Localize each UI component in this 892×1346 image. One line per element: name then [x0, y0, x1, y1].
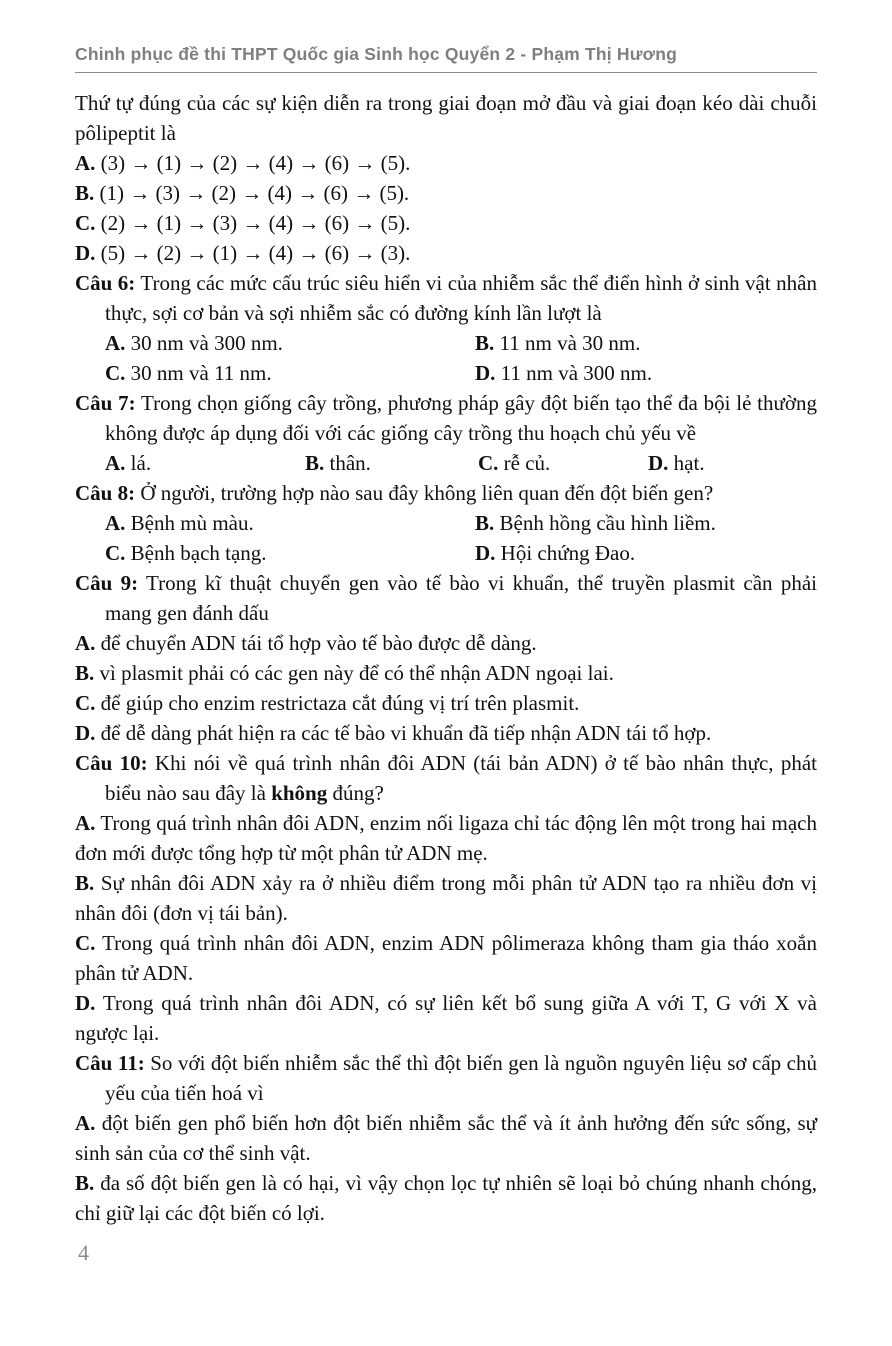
option-text: để giúp cho enzim restrictaza cắt đúng vị trí trên plasmit. — [100, 691, 580, 715]
question-text — [75, 388, 817, 448]
option-text: (2) → (1) → (3) → (4) → (6) → (5). — [100, 211, 411, 235]
option — [478, 448, 648, 478]
option — [75, 808, 817, 868]
page-content — [75, 88, 817, 1228]
option — [75, 868, 817, 928]
option — [105, 328, 475, 358]
option-text: (3) → (1) → (2) → (4) → (6) → (5). — [100, 151, 411, 175]
question-body: Trong kĩ thuật chuyển gen vào tế bào vi khuẩn, thể truyền plasmit cần phải mang gen đánh dấu — [105, 571, 817, 625]
option — [75, 1108, 817, 1168]
intro-paragraph: Thứ tự đúng của các sự kiện diễn ra trong giai đoạn mở đầu và giai đoạn kéo dài chuỗi pôlipeptit là — [75, 91, 817, 145]
option-letter: C. — [478, 451, 499, 475]
option-letter: D. — [475, 541, 496, 565]
option-letter: C. — [75, 211, 96, 235]
option — [475, 538, 817, 568]
option — [475, 358, 817, 388]
question-label: Câu 8: — [75, 481, 136, 505]
question-body: So với đột biến nhiễm sắc thể thì đột biến gen là nguồn nguyên liệu sơ cấp chủ yếu của tiến hoá vì — [105, 1051, 817, 1105]
option-text: thân. — [329, 451, 371, 475]
option — [105, 538, 475, 568]
option-letter: C. — [105, 361, 126, 385]
option-letter: A. — [75, 811, 96, 835]
option-text: để dễ dàng phát hiện ra các tế bào vi khuẩn đã tiếp nhận ADN tái tổ hợp. — [100, 721, 712, 745]
option-letter: A. — [105, 331, 126, 355]
option-text: 11 nm và 30 nm. — [499, 331, 641, 355]
option — [75, 988, 817, 1048]
option-text: hạt. — [673, 451, 705, 475]
question-text — [75, 478, 817, 508]
option-letter: A. — [105, 451, 126, 475]
options — [105, 328, 817, 388]
option-letter: A. — [105, 511, 126, 535]
option-text: Sự nhân đôi ADN xảy ra ở nhiều điểm trong mỗi phân tử ADN tạo ra nhiều đơn vị nhân đôi (đơn vị tái bản). — [75, 871, 818, 925]
option-text: (5) → (2) → (1) → (4) → (6) → (3). — [100, 241, 411, 265]
question-11 — [75, 1048, 817, 1228]
question-body-post: đúng? — [332, 781, 384, 805]
intro-option-d — [75, 238, 817, 268]
intro-option-a — [75, 148, 817, 178]
page-number: 4 — [78, 1240, 89, 1265]
question-body: Trong chọn giống cây trồng, phương pháp gây đột biến tạo thể đa bội lẻ thường không được áp dụng đối với các giống cây trồng thu hoạch chủ yếu về — [105, 391, 817, 445]
header-title: Chinh phục đề thi THPT Quốc gia Sinh học Quyển 2 - Phạm Thị Hương — [75, 44, 678, 64]
question-label: Câu 7: — [75, 391, 136, 415]
option-text: để chuyển ADN tái tổ hợp vào tế bào được dễ dàng. — [100, 631, 537, 655]
option-letter: C. — [75, 691, 96, 715]
option-letter: B. — [475, 331, 495, 355]
question-text — [75, 268, 817, 328]
intro-option-b — [75, 178, 817, 208]
option-letter: B. — [75, 181, 95, 205]
option-text: đa số đột biến gen là có hại, vì vậy chọn lọc tự nhiên sẽ loại bỏ chúng nhanh chóng, chỉ giữ lại các đột biến có lợi. — [75, 1171, 818, 1225]
question-body: Ở người, trường hợp nào sau đây không liên quan đến đột biến gen? — [140, 481, 714, 505]
option-letter: B. — [475, 511, 495, 535]
page-header — [75, 44, 817, 73]
option-text: Trong quá trình nhân đôi ADN, enzim nối ligaza chỉ tác động lên một trong hai mạch đơn mới được tổng hợp từ một phân tử ADN mẹ. — [75, 811, 818, 865]
question-10 — [75, 748, 817, 1048]
option — [475, 328, 817, 358]
option — [648, 448, 817, 478]
option-text: rễ củ. — [503, 451, 551, 475]
question-text — [75, 748, 817, 808]
question-text — [75, 568, 817, 628]
question-body-emphasis: không — [271, 781, 328, 805]
option-text: Trong quá trình nhân đôi ADN, enzim ADN pôlimeraza không tham gia tháo xoắn phân tử ADN. — [75, 931, 818, 985]
option-letter: D. — [475, 361, 496, 385]
option-text: (1) → (3) → (2) → (4) → (6) → (5). — [99, 181, 410, 205]
intro-option-c — [75, 208, 817, 238]
option-text: 30 nm và 11 nm. — [130, 361, 272, 385]
option — [75, 628, 817, 658]
option-text: Trong quá trình nhân đôi ADN, có sự liên kết bổ sung giữa A với T, G với X và ngược lại. — [75, 991, 817, 1045]
question-label: Câu 9: — [75, 571, 139, 595]
option-letter: D. — [648, 451, 669, 475]
option-text: vì plasmit phải có các gen này để có thể nhận ADN ngoại lai. — [99, 661, 614, 685]
header-divider — [75, 72, 817, 73]
option-text: đột biến gen phổ biến hơn đột biến nhiễm sắc thể và ít ảnh hưởng đến sức sống, sự sinh sản của cơ thể sinh vật. — [75, 1111, 817, 1165]
option — [75, 1168, 817, 1228]
option-text: Hội chứng Đao. — [500, 541, 636, 565]
question-label: Câu 11: — [75, 1051, 145, 1075]
option-text: 11 nm và 300 nm. — [500, 361, 653, 385]
question-9 — [75, 568, 817, 748]
option — [75, 688, 817, 718]
option — [75, 718, 817, 748]
option-letter: A. — [75, 1111, 96, 1135]
question-body-pre: Khi nói về quá trình nhân đôi ADN (tái bản ADN) ở tế bào nhân thực, phát biểu nào sau đây là — [105, 751, 817, 805]
option — [105, 448, 305, 478]
option-letter: C. — [105, 541, 126, 565]
option-letter: C. — [75, 931, 96, 955]
question-label: Câu 10: — [75, 751, 148, 775]
option-text: 30 nm và 300 nm. — [130, 331, 283, 355]
question-6 — [75, 268, 817, 388]
option-text: Bệnh hồng cầu hình liềm. — [499, 511, 716, 535]
question-label: Câu 6: — [75, 271, 136, 295]
option — [105, 358, 475, 388]
option-letter: A. — [75, 631, 96, 655]
option-letter: D. — [75, 241, 96, 265]
option-letter: A. — [75, 151, 96, 175]
question-text — [75, 1048, 817, 1108]
option — [75, 928, 817, 988]
option-letter: B. — [305, 451, 325, 475]
option-text: Bệnh bạch tạng. — [130, 541, 267, 565]
option — [75, 658, 817, 688]
option — [105, 508, 475, 538]
option — [475, 508, 817, 538]
option — [305, 448, 478, 478]
option-letter: B. — [75, 871, 95, 895]
options — [105, 508, 817, 568]
option-letter: D. — [75, 721, 96, 745]
options — [105, 448, 817, 478]
option-letter: B. — [75, 661, 95, 685]
question-body: Trong các mức cấu trúc siêu hiển vi của nhiễm sắc thể điển hình ở sinh vật nhân thực, sợi cơ bản và sợi nhiễm sắc có đường kính lần lượt là — [105, 271, 817, 325]
option-letter: D. — [75, 991, 96, 1015]
question-7 — [75, 388, 817, 478]
option-letter: B. — [75, 1171, 95, 1195]
option-text: lá. — [130, 451, 152, 475]
option-text: Bệnh mù màu. — [130, 511, 254, 535]
question-8 — [75, 478, 817, 568]
